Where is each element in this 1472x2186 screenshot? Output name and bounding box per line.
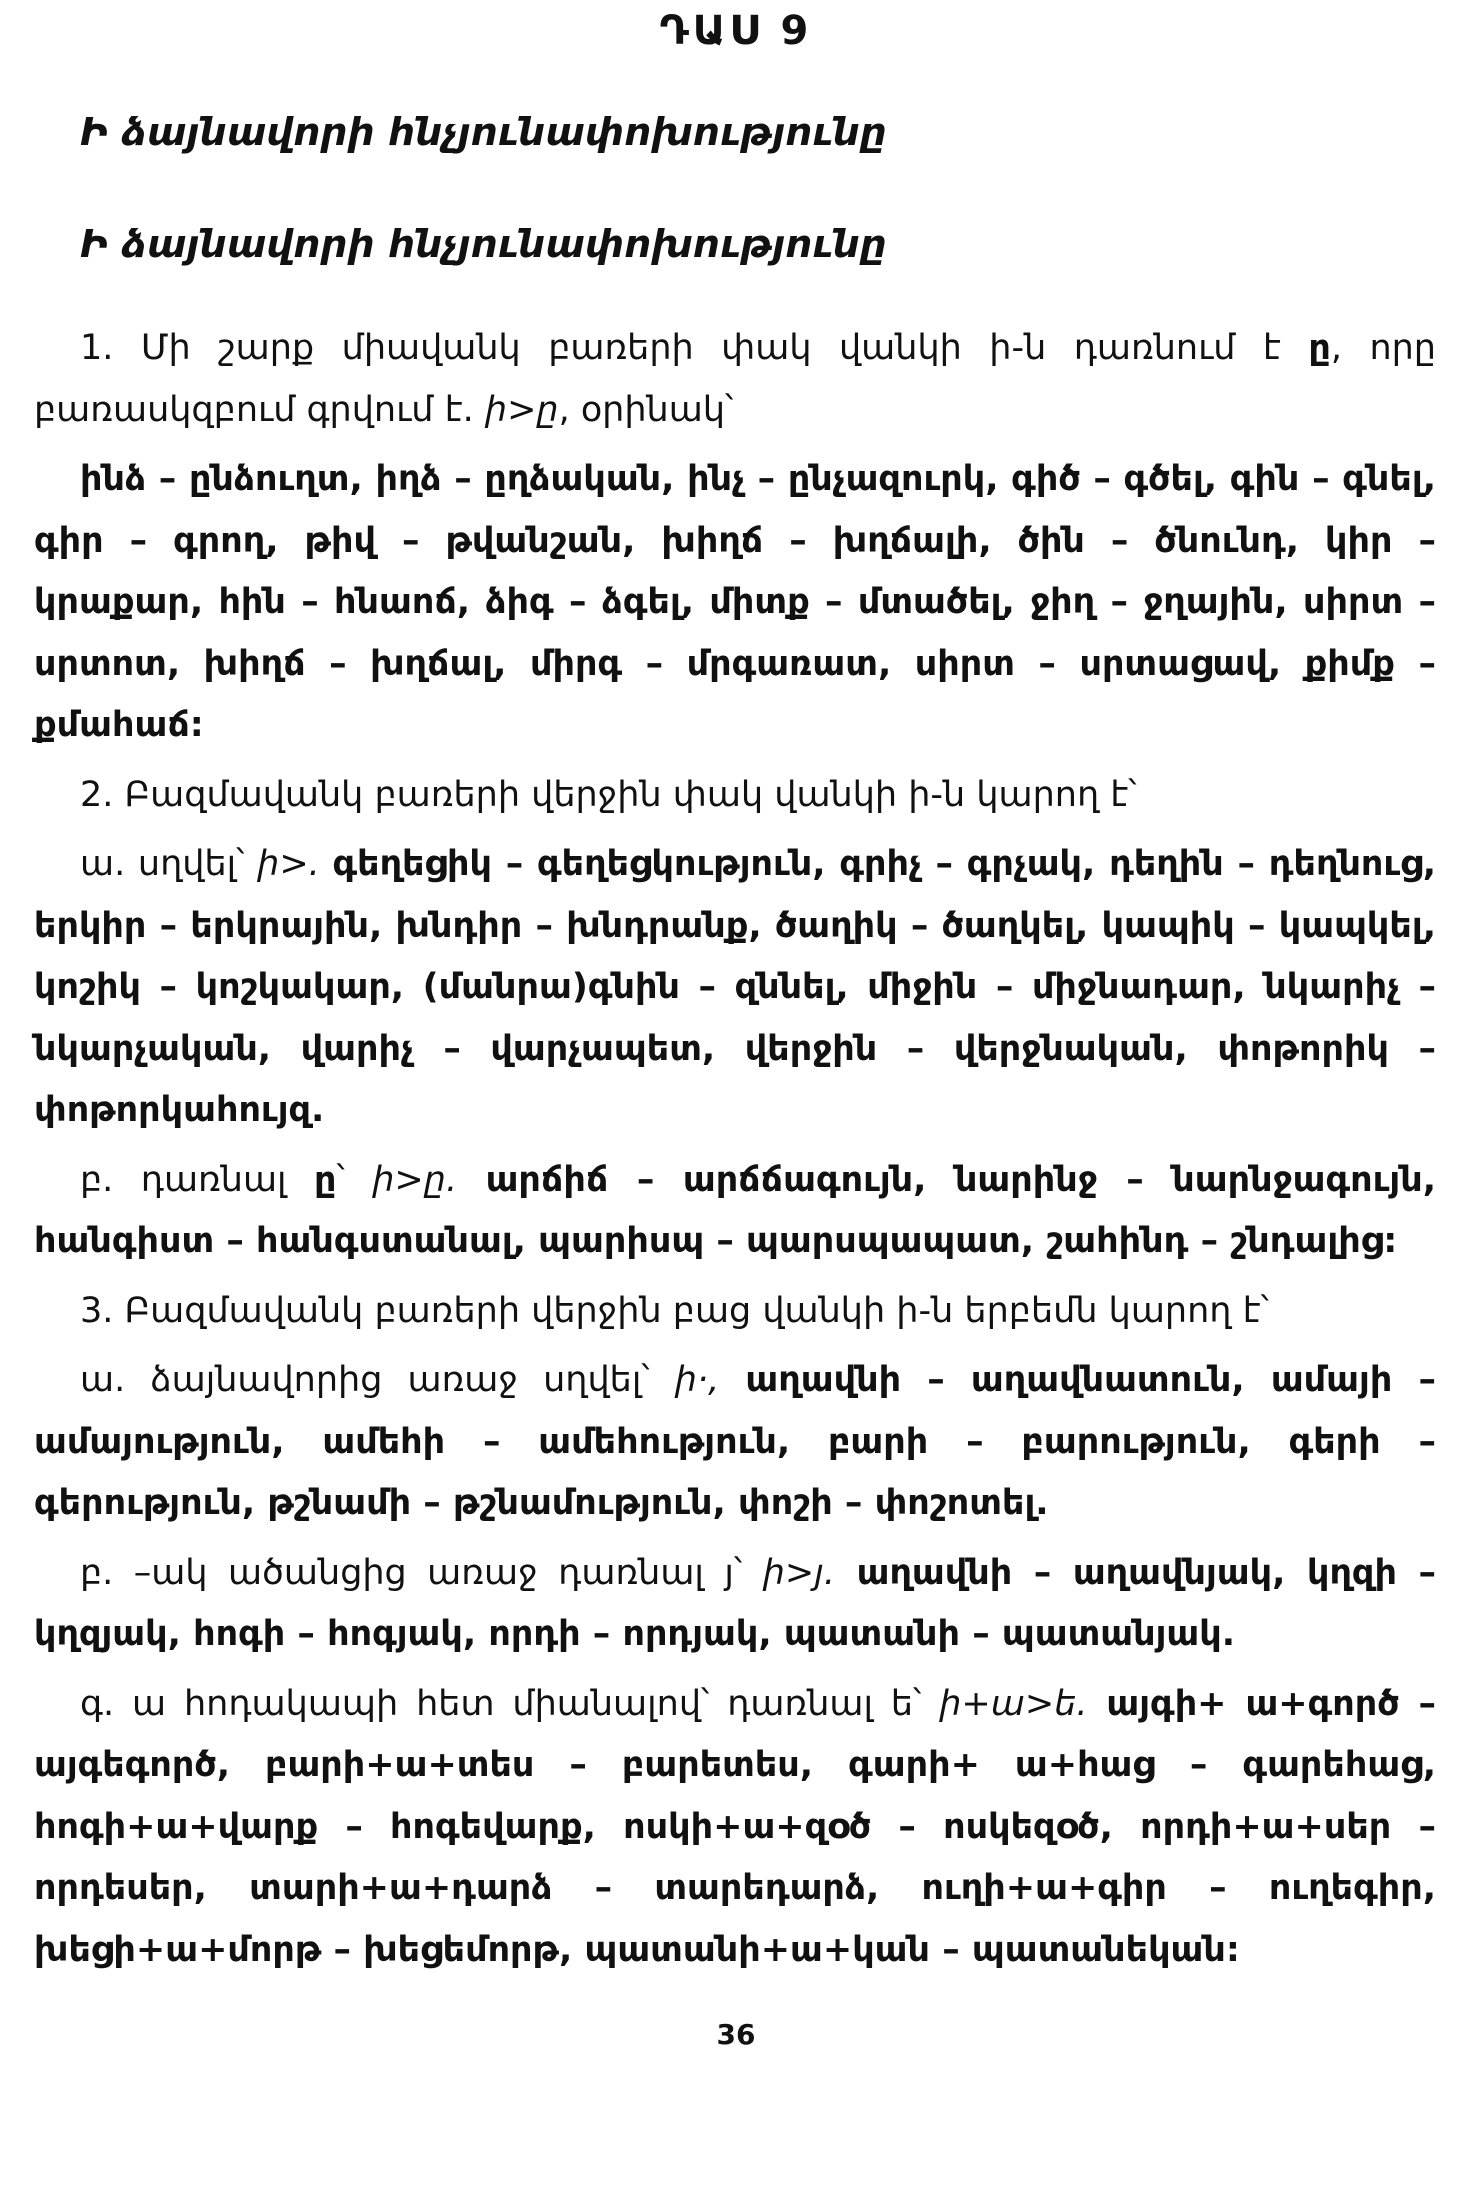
rule-3-b: բ. –ակ ածանցից առաջ դառնալ յ՝ ի>յ. աղավնի – աղավնյակ, կղզի – կղզյակ, հոգի – հոգյակ, որդի – որդյակ, պատանի – պատանյակ. — [34, 1552, 1436, 1654]
lesson-title: ԴԱՍ 9 — [659, 8, 813, 54]
rule-1-intro: 1. Մի շարք միավանկ բառերի փակ վանկի ի-ն դառնում է ը, որը բառասկզբում գրվում է. ի>ը, օրինակ՝ — [34, 328, 1436, 430]
page-number: 36 — [716, 2018, 756, 2051]
section-heading-repeat: Ի ձայնավորի հնչյունափոխությունը — [80, 222, 887, 266]
rule-3-a: ա. ձայնավորից առաջ սղվել՝ ի·, աղավնի – աղավնատուն, ամայի – ամայություն, ամեհի – ամեհություն, բարի – բարություն, գերի – գերություն, թշնամի – թշնամություն, փոշի – փոշոտել. — [34, 1360, 1436, 1523]
rule-1-examples: ինձ – ընձուղտ, իղձ – ըղձական, ինչ – ընչազուրկ, գիծ – գծել, գին – գնել, գիր – գրող, թիվ – թվանշան, խիղճ – խղճալի, ծին – ծնունդ, կիր – կրաքար, հին – հնաոճ, ձիգ – ձգել, միտք – մտածել, ջիղ – ջղային, սիրտ – սրտոտ, խիղճ – խղճալ, միրգ – մրգառատ, սիրտ – սրտացավ, քիմք – քմահաճ: — [34, 459, 1436, 745]
rule-2-intro: 2. Բազմավանկ բառերի վերջին փակ վանկի ի-ն կարող է՝ — [80, 774, 1137, 815]
section-heading: Ի ձայնավորի հնչյունափոխությունը — [80, 110, 887, 154]
body-text — [34, 318, 1436, 1989]
rule-3-intro: 3. Բազմավանկ բառերի վերջին բաց վանկի ի-ն երբեմն կարող է՝ — [80, 1290, 1269, 1331]
rule-2-b: բ. դառնալ ը՝ ի>ը. արճիճ – արճճագույն, նարինջ – նարնջագույն, հանգիստ – հանգստանալ, պարիսպ – պարսպապատ, շահինդ – շնդալից: — [34, 1159, 1437, 1261]
rule-3-c: գ. ա հոդակապի հետ միանալով՝ դառնալ ե՝ ի+ա>ե. այգի+ ա+գործ – այգեգործ, բարի+ա+տես – բարետես, գարի+ ա+հաց – գարեհաց, հոգի+ա+վարք – հոգեվարք, ոսկի+ա+զօծ – ոսկեզօծ, որդի+ա+սեր – որդեսեր, տարի+ա+դարձ – տարեդարձ, ուղի+ա+գիր – ուղեգիր, խեցի+ա+մորթ – խեցեմորթ, պատանի+ա+կան – պատանեկան: — [34, 1683, 1436, 1970]
rule-2-a: ա. սղվել՝ ի>. գեղեցիկ – գեղեցկություն, գրիչ – գրչակ, դեղին – դեղնուց, երկիր – երկրային, խնդիր – խնդրանք, ծաղիկ – ծաղկել, կապիկ – կապկել, կոշիկ – կոշկակար, (մանրա)գնին – զննել, միջին – միջնադար, նկարիչ – նկարչական, վարիչ – վարչապետ, վերջին – վերջնական, փոթորիկ – փոթորկահույզ. — [34, 844, 1436, 1130]
